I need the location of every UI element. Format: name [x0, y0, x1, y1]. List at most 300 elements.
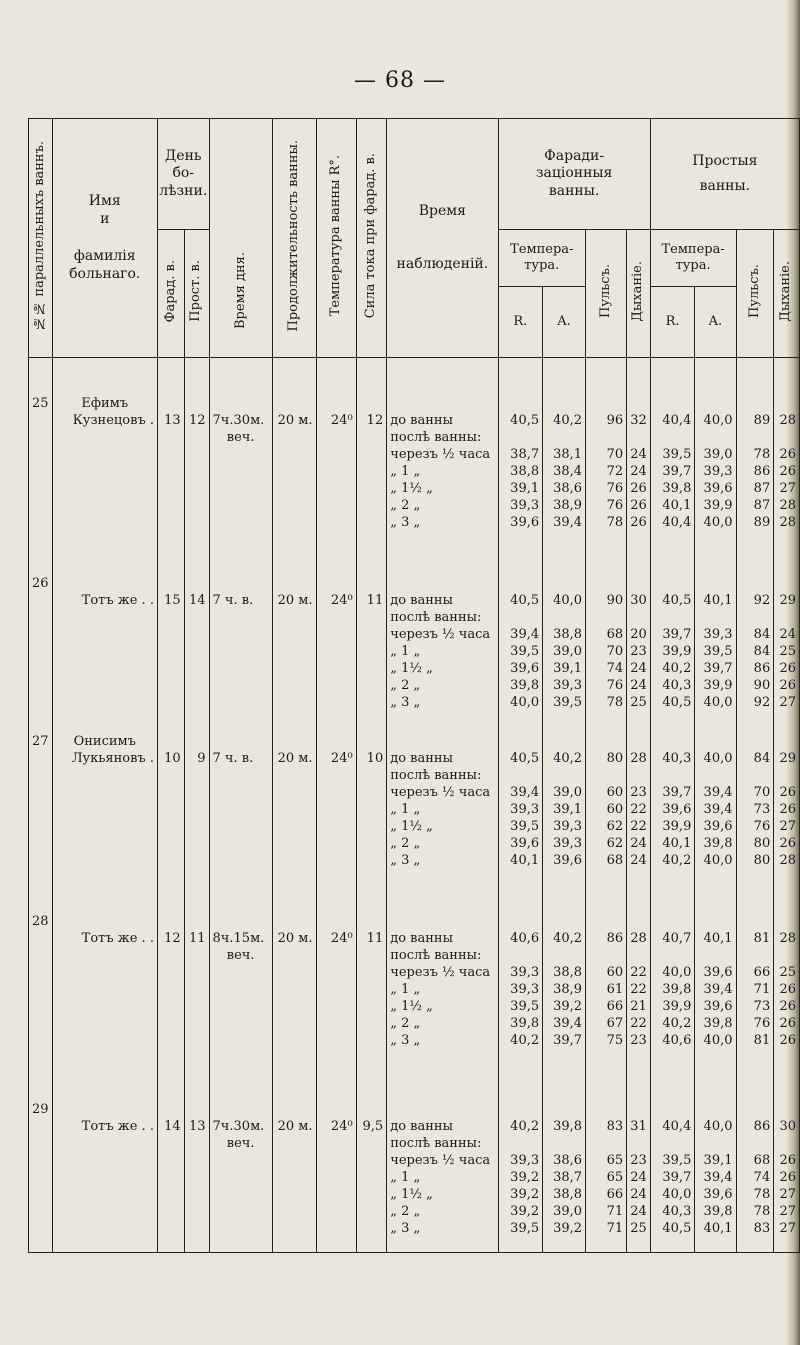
- col-header-day-faradic: Фарад. в.: [162, 259, 178, 323]
- simple-temp-r: 40,3: [650, 751, 695, 768]
- time-of-day-suffix: веч.: [209, 1136, 272, 1153]
- observation-time: „ 3 „: [387, 1033, 498, 1050]
- simple-breath: 24: [774, 627, 800, 644]
- simple-breath: 26: [774, 999, 800, 1016]
- table-row: [29, 396, 800, 413]
- simple-temp-r: 39,9: [650, 644, 695, 661]
- simple-breath: 27: [774, 695, 800, 712]
- col-header-simple-breath: Дыханіе.: [778, 260, 794, 322]
- simple-temp-a: 39,5: [695, 644, 736, 661]
- farad-pulse: 71: [586, 1221, 627, 1238]
- farad-temp-r: [498, 948, 543, 965]
- time-of-day: 7ч.30м.: [209, 413, 272, 430]
- simple-temp-a: 39,7: [695, 661, 736, 678]
- farad-pulse: 83: [586, 1119, 627, 1136]
- bath-temperature: 24⁰: [316, 593, 356, 610]
- farad-breath: [627, 948, 651, 965]
- name-header-line: Имя: [88, 193, 121, 209]
- table-row: [29, 853, 800, 870]
- simple-pulse: [736, 768, 774, 785]
- simple-temp-a: 39,6: [695, 481, 736, 498]
- patient-first-name: Ефимъ: [52, 396, 157, 413]
- simple-header-line: ванны.: [699, 178, 751, 194]
- time-of-day: 7ч.30м.: [209, 1119, 272, 1136]
- name-header-line: фамилія: [73, 248, 136, 264]
- observation-time: „ 1½ „: [387, 999, 498, 1016]
- simple-pulse: 76: [736, 819, 774, 836]
- observation-time: „ 1 „: [387, 464, 498, 481]
- farad-breath: 28: [627, 751, 651, 768]
- col-header-bath-temperature: Температура ванны R°.: [327, 154, 343, 316]
- simple-temp-r: 40,2: [650, 661, 695, 678]
- simple-temp-r: 40,5: [650, 695, 695, 712]
- col-header-farad-pulse: Пульсъ.: [597, 263, 613, 318]
- farad-pulse: 71: [586, 1204, 627, 1221]
- farad-temp-r: 39,4: [498, 627, 543, 644]
- farad-pulse: 61: [586, 982, 627, 999]
- farad-temp-a: 38,6: [543, 1153, 586, 1170]
- time-of-day-suffix: веч.: [209, 430, 272, 447]
- farad-temp-r: 40,5: [498, 593, 543, 610]
- simple-breath: 29: [774, 751, 800, 768]
- simple-pulse: 73: [736, 999, 774, 1016]
- time-of-day: 7 ч. в.: [209, 751, 272, 768]
- farad-pulse: 62: [586, 836, 627, 853]
- bath-temperature: 24⁰: [316, 413, 356, 430]
- farad-temp-a: 38,6: [543, 481, 586, 498]
- simple-temp-r: 40,4: [650, 515, 695, 532]
- farad-temp-a: 38,1: [543, 447, 586, 464]
- farad-breath: 24: [627, 661, 651, 678]
- farad-breath: 24: [627, 464, 651, 481]
- observation-time: „ 2 „: [387, 498, 498, 515]
- farad-temp-r: 40,6: [498, 931, 543, 948]
- simple-temp-a: 39,4: [695, 802, 736, 819]
- table-row: [29, 1016, 800, 1033]
- farad-temp-r: 39,3: [498, 982, 543, 999]
- col-header-farad-temperature: Темпера-тура.: [498, 230, 586, 287]
- simple-breath: [774, 768, 800, 785]
- name-header-line: больнаго.: [69, 265, 141, 282]
- simple-temp-a: [695, 430, 736, 447]
- table-row: [29, 999, 800, 1016]
- illness-day-simple: 9: [184, 751, 209, 768]
- bath-number: 27: [29, 734, 53, 751]
- table-row: [29, 965, 800, 982]
- farad-temp-a: 39,1: [543, 802, 586, 819]
- bath-duration: 20 м.: [272, 931, 316, 948]
- simple-temp-r: 39,7: [650, 785, 695, 802]
- farad-pulse: 90: [586, 593, 627, 610]
- farad-pulse: 78: [586, 515, 627, 532]
- simple-temp-r: 40,0: [650, 965, 695, 982]
- farad-temp-r: 39,3: [498, 965, 543, 982]
- farad-pulse: 60: [586, 785, 627, 802]
- simple-temp-a: 39,6: [695, 819, 736, 836]
- simple-pulse: 78: [736, 1187, 774, 1204]
- simple-temp-a: 40,0: [695, 751, 736, 768]
- farad-temp-a: 39,6: [543, 853, 586, 870]
- farad-breath: 22: [627, 982, 651, 999]
- simple-breath: 27: [774, 1187, 800, 1204]
- farad-temp-r: 38,7: [498, 447, 543, 464]
- time-of-day-suffix: [209, 610, 272, 627]
- col-header-day-simple: Прост. в.: [188, 260, 204, 322]
- farad-temp-r: 39,5: [498, 999, 543, 1016]
- bath-observations-table: [28, 118, 800, 1253]
- observation-time: послѣ ванны:: [387, 610, 498, 627]
- simple-pulse: 71: [736, 982, 774, 999]
- simple-breath: 27: [774, 819, 800, 836]
- farad-temp-r: 40,2: [498, 1119, 543, 1136]
- simple-temp-r: 39,5: [650, 1153, 695, 1170]
- farad-temp-r: 39,1: [498, 481, 543, 498]
- observation-time: „ 1 „: [387, 802, 498, 819]
- simple-temp-a: 39,4: [695, 785, 736, 802]
- farad-pulse: 67: [586, 1016, 627, 1033]
- simple-temp-a: [695, 948, 736, 965]
- farad-pulse: 66: [586, 999, 627, 1016]
- simple-pulse: 70: [736, 785, 774, 802]
- farad-temp-a: 39,1: [543, 661, 586, 678]
- farad-breath: 24: [627, 1187, 651, 1204]
- simple-pulse: 74: [736, 1170, 774, 1187]
- simple-pulse: 81: [736, 1033, 774, 1050]
- patient-last-name: Тотъ же . .: [52, 931, 157, 948]
- farad-breath: 26: [627, 498, 651, 515]
- obs-header-line: Время: [418, 202, 466, 219]
- farad-pulse: 65: [586, 1170, 627, 1187]
- farad-header-line: Фаради-: [544, 147, 605, 164]
- bath-duration: 20 м.: [272, 751, 316, 768]
- farad-temp-a: 38,8: [543, 1187, 586, 1204]
- farad-temp-a: 38,9: [543, 498, 586, 515]
- illness-day-faradic: 12: [157, 931, 184, 948]
- farad-pulse: 70: [586, 447, 627, 464]
- farad-breath: 25: [627, 1221, 651, 1238]
- simple-temp-a: 39,4: [695, 1170, 736, 1187]
- observation-time: „ 3 „: [387, 515, 498, 532]
- farad-breath: [627, 430, 651, 447]
- farad-temp-r: [498, 610, 543, 627]
- simple-temp-r: 39,5: [650, 447, 695, 464]
- simple-breath: 30: [774, 1119, 800, 1136]
- simple-breath: 26: [774, 447, 800, 464]
- simple-temp-r: 40,5: [650, 593, 695, 610]
- table-row: [29, 515, 800, 532]
- simple-breath: 26: [774, 836, 800, 853]
- observation-time: черезъ ½ часа: [387, 447, 498, 464]
- simple-pulse: 84: [736, 751, 774, 768]
- table-row: [29, 695, 800, 712]
- farad-temp-a: 39,0: [543, 1204, 586, 1221]
- observation-time: послѣ ванны:: [387, 768, 498, 785]
- farad-temp-r: 40,5: [498, 751, 543, 768]
- farad-breath: 24: [627, 836, 651, 853]
- farad-temp-a: [543, 948, 586, 965]
- observation-time: „ 1½ „: [387, 1187, 498, 1204]
- patient-first-name: [52, 914, 157, 931]
- observation-time: до ванны: [387, 1119, 498, 1136]
- farad-breath: 24: [627, 1170, 651, 1187]
- farad-breath: 22: [627, 819, 651, 836]
- observation-time: „ 1 „: [387, 1170, 498, 1187]
- farad-temp-a: 39,5: [543, 695, 586, 712]
- farad-pulse: 86: [586, 931, 627, 948]
- simple-temp-r: 40,1: [650, 836, 695, 853]
- table-body: [29, 358, 800, 1253]
- current-strength: 10: [356, 751, 387, 768]
- simple-temp-a: 39,6: [695, 1187, 736, 1204]
- col-header-simple-temperature: Темпера-тура.: [650, 230, 736, 287]
- simple-temp-r: 39,9: [650, 819, 695, 836]
- observation-time: до ванны: [387, 413, 498, 430]
- farad-temp-r: 40,0: [498, 695, 543, 712]
- simple-temp-r: 39,7: [650, 464, 695, 481]
- bath-temperature: 24⁰: [316, 931, 356, 948]
- farad-temp-a: 39,0: [543, 644, 586, 661]
- simple-temp-r: [650, 610, 695, 627]
- farad-breath: 23: [627, 785, 651, 802]
- farad-breath: 32: [627, 413, 651, 430]
- farad-pulse: [586, 1136, 627, 1153]
- simple-pulse: 76: [736, 1016, 774, 1033]
- simple-temp-r: 40,3: [650, 678, 695, 695]
- farad-breath: 24: [627, 447, 651, 464]
- simple-breath: 27: [774, 481, 800, 498]
- col-header-illness-day: [157, 119, 209, 230]
- farad-pulse: 65: [586, 1153, 627, 1170]
- bath-temperature: 24⁰: [316, 1119, 356, 1136]
- simple-temp-r: 40,1: [650, 498, 695, 515]
- col-header-observation-time: [387, 119, 498, 358]
- simple-pulse: [736, 1136, 774, 1153]
- simple-breath: 26: [774, 1153, 800, 1170]
- farad-temp-a: 39,4: [543, 515, 586, 532]
- table-row: [29, 678, 800, 695]
- simple-temp-a: 39,1: [695, 1153, 736, 1170]
- simple-pulse: 78: [736, 447, 774, 464]
- farad-temp-a: 40,0: [543, 593, 586, 610]
- farad-breath: 24: [627, 853, 651, 870]
- table-row: [29, 982, 800, 999]
- simple-breath: 26: [774, 661, 800, 678]
- farad-breath: 23: [627, 644, 651, 661]
- table-row: [29, 1033, 800, 1050]
- bath-number: 29: [29, 1102, 53, 1119]
- simple-pulse: 89: [736, 413, 774, 430]
- simple-temp-r: 40,6: [650, 1033, 695, 1050]
- simple-breath: 28: [774, 853, 800, 870]
- farad-pulse: 76: [586, 481, 627, 498]
- simple-temp-a: 39,3: [695, 464, 736, 481]
- farad-temp-a: 39,0: [543, 785, 586, 802]
- simple-temp-r: 40,5: [650, 1221, 695, 1238]
- col-header-farad-breath: Дыханіе.: [630, 260, 646, 322]
- farad-breath: 24: [627, 678, 651, 695]
- farad-temp-r: 39,6: [498, 515, 543, 532]
- col-header-bath-number: №№ параллельныхъ ваннъ.: [32, 140, 48, 331]
- table-row: [29, 734, 800, 751]
- illness-day-faradic: 15: [157, 593, 184, 610]
- table-row: [29, 447, 800, 464]
- current-strength: 12: [356, 413, 387, 430]
- bath-duration: 20 м.: [272, 413, 316, 430]
- simple-pulse: 89: [736, 515, 774, 532]
- farad-pulse: 78: [586, 695, 627, 712]
- simple-pulse: 86: [736, 1119, 774, 1136]
- farad-temp-a: 38,8: [543, 965, 586, 982]
- farad-temp-r: 39,5: [498, 644, 543, 661]
- simple-pulse: 92: [736, 593, 774, 610]
- simple-pulse: 86: [736, 464, 774, 481]
- farad-pulse: 76: [586, 498, 627, 515]
- table-row: [29, 1221, 800, 1238]
- simple-breath: [774, 430, 800, 447]
- col-header-current-strength: Сила тока при фарад. в.: [363, 152, 379, 319]
- table-row: [29, 1170, 800, 1187]
- farad-temp-r: 38,8: [498, 464, 543, 481]
- observation-time: „ 1½ „: [387, 819, 498, 836]
- farad-pulse: 80: [586, 751, 627, 768]
- observation-time: послѣ ванны:: [387, 948, 498, 965]
- farad-pulse: 66: [586, 1187, 627, 1204]
- simple-breath: 26: [774, 678, 800, 695]
- simple-pulse: 90: [736, 678, 774, 695]
- current-strength: 11: [356, 931, 387, 948]
- simple-breath: 26: [774, 1033, 800, 1050]
- simple-breath: 28: [774, 498, 800, 515]
- col-header-faradic-baths: [498, 119, 650, 230]
- farad-temp-r: [498, 430, 543, 447]
- farad-breath: 28: [627, 931, 651, 948]
- simple-pulse: 80: [736, 853, 774, 870]
- farad-temp-r: 39,6: [498, 836, 543, 853]
- table-row: [29, 768, 800, 785]
- farad-breath: 22: [627, 802, 651, 819]
- simple-breath: [774, 1136, 800, 1153]
- farad-temp-a: 39,8: [543, 1119, 586, 1136]
- simple-temp-a: 39,8: [695, 1016, 736, 1033]
- day-header-line: лѣзни.: [159, 182, 208, 199]
- simple-pulse: 87: [736, 498, 774, 515]
- farad-breath: 22: [627, 1016, 651, 1033]
- time-of-day-suffix: веч.: [209, 948, 272, 965]
- table-row: [29, 1204, 800, 1221]
- simple-breath: 25: [774, 965, 800, 982]
- farad-pulse: 60: [586, 965, 627, 982]
- farad-temp-r: 39,8: [498, 1016, 543, 1033]
- farad-temp-r: 39,2: [498, 1204, 543, 1221]
- table-row: [29, 413, 800, 430]
- patient-first-name: Онисимъ: [52, 734, 157, 751]
- table-row: [29, 1119, 800, 1136]
- simple-pulse: 92: [736, 695, 774, 712]
- simple-temp-r: 40,3: [650, 1204, 695, 1221]
- table-row: [29, 785, 800, 802]
- simple-temp-r: 39,7: [650, 627, 695, 644]
- observation-time: черезъ ½ часа: [387, 965, 498, 982]
- farad-header-line: ванны.: [548, 182, 600, 199]
- table-row: [29, 644, 800, 661]
- simple-temp-a: 39,6: [695, 965, 736, 982]
- simple-pulse: [736, 610, 774, 627]
- simple-breath: 27: [774, 1204, 800, 1221]
- farad-pulse: 70: [586, 644, 627, 661]
- simple-temp-r: 39,9: [650, 999, 695, 1016]
- simple-breath: 26: [774, 982, 800, 999]
- time-of-day-suffix: [209, 768, 272, 785]
- simple-pulse: 66: [736, 965, 774, 982]
- observation-time: „ 2 „: [387, 836, 498, 853]
- illness-day-simple: 11: [184, 931, 209, 948]
- bath-duration: 20 м.: [272, 1119, 316, 1136]
- farad-breath: 22: [627, 965, 651, 982]
- farad-breath: 24: [627, 1204, 651, 1221]
- observation-time: черезъ ½ часа: [387, 627, 498, 644]
- farad-temp-a: 39,2: [543, 999, 586, 1016]
- bath-number: 25: [29, 396, 53, 413]
- farad-temp-r: 40,1: [498, 853, 543, 870]
- simple-temp-a: 40,0: [695, 515, 736, 532]
- farad-temp-a: 40,2: [543, 751, 586, 768]
- simple-temp-a: 39,9: [695, 498, 736, 515]
- farad-breath: 20: [627, 627, 651, 644]
- current-strength: 11: [356, 593, 387, 610]
- simple-temp-r: 40,0: [650, 1187, 695, 1204]
- farad-temp-a: 38,8: [543, 627, 586, 644]
- simple-temp-r: [650, 768, 695, 785]
- patient-last-name: Лукьяновъ .: [52, 751, 157, 768]
- simple-temp-r: 40,2: [650, 1016, 695, 1033]
- observation-time: „ 3 „: [387, 853, 498, 870]
- simple-temp-a: 40,1: [695, 593, 736, 610]
- simple-temp-a: 40,1: [695, 931, 736, 948]
- farad-temp-a: [543, 768, 586, 785]
- observation-time: „ 2 „: [387, 1204, 498, 1221]
- farad-temp-r: 39,5: [498, 1221, 543, 1238]
- simple-breath: 26: [774, 785, 800, 802]
- simple-pulse: 78: [736, 1204, 774, 1221]
- simple-breath: 28: [774, 515, 800, 532]
- farad-temp-r: 39,3: [498, 1153, 543, 1170]
- simple-breath: 26: [774, 802, 800, 819]
- simple-pulse: 81: [736, 931, 774, 948]
- observation-time: „ 2 „: [387, 678, 498, 695]
- observation-time: до ванны: [387, 593, 498, 610]
- table-row: [29, 836, 800, 853]
- simple-breath: 29: [774, 593, 800, 610]
- bath-temperature: 24⁰: [316, 751, 356, 768]
- farad-pulse: 68: [586, 627, 627, 644]
- simple-breath: 26: [774, 464, 800, 481]
- illness-day-simple: 14: [184, 593, 209, 610]
- farad-temp-a: [543, 610, 586, 627]
- table-row: [29, 661, 800, 678]
- farad-temp-r: [498, 1136, 543, 1153]
- simple-temp-r: 40,4: [650, 1119, 695, 1136]
- table-row: [29, 576, 800, 593]
- patient-last-name: Тотъ же . .: [52, 593, 157, 610]
- table-row: [29, 627, 800, 644]
- table-row: [29, 498, 800, 515]
- farad-temp-r: 39,2: [498, 1187, 543, 1204]
- farad-breath: 21: [627, 999, 651, 1016]
- table-row: [29, 593, 800, 610]
- illness-day-faradic: 10: [157, 751, 184, 768]
- col-header-duration: Продолжительность ванны.: [286, 139, 302, 332]
- observation-time: черезъ ½ часа: [387, 1153, 498, 1170]
